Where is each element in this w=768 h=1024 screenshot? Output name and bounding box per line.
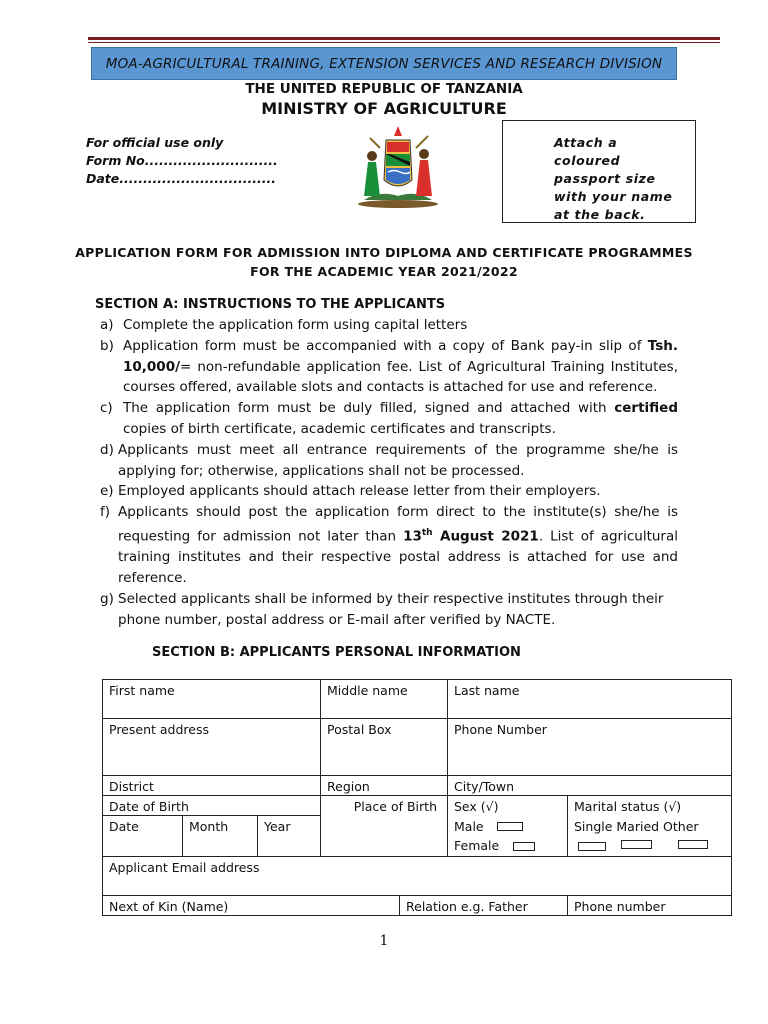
dob-year-label: Year (264, 819, 291, 834)
female-checkbox[interactable] (513, 842, 535, 851)
city-cell[interactable] (447, 775, 732, 796)
kin-phone-cell[interactable] (567, 895, 732, 916)
header-rule-thin (88, 42, 720, 43)
male-checkbox[interactable] (497, 822, 523, 831)
form-title-line-1: APPLICATION FORM FOR ADMISSION INTO DIPLOMA AND CERTIFICATE PROGRAMMES (75, 245, 693, 260)
last-name-label: Last name (454, 683, 520, 698)
dob-label: Date of Birth (109, 799, 189, 814)
list-item (95, 336, 678, 398)
list-item (95, 440, 678, 482)
item-text-part: = non-refundable application fee. List of Agricultural Training Institutes, courses offered, available slots and contacts is attached for use and reference. (123, 358, 678, 396)
header-rule-thick (88, 37, 720, 40)
form-number-field: Form No............................ (86, 153, 278, 168)
other-checkbox[interactable] (678, 840, 708, 849)
item-text-part: Applicants should post the application form direct to the institute(s) she/he is requesting for admission not later than (118, 504, 678, 545)
postal-box-cell[interactable] (320, 718, 448, 776)
item-text-bold: Tsh. 10,000/ (123, 337, 678, 375)
item-text (123, 398, 678, 440)
form-title (0, 243, 768, 281)
item-text-bold: August 2021 (432, 528, 539, 545)
place-of-birth-label: Place of Birth (353, 799, 437, 814)
item-text-sup: th (421, 527, 433, 538)
relation-cell[interactable] (399, 895, 568, 916)
item-text-part: The application form must be duly filled, signed and attached with (123, 400, 615, 417)
dob-date-cell[interactable] (102, 815, 183, 857)
item-text-bold: certified (614, 400, 678, 417)
middle-name-label: Middle name (327, 683, 408, 698)
item-label: a) (100, 317, 114, 333)
list-item (95, 502, 678, 589)
item-label: d) (100, 441, 114, 458)
instructions-list (95, 315, 678, 630)
list-item (95, 589, 678, 631)
item-label: b) (100, 337, 114, 354)
marital-options-label: Single Maried Other (574, 818, 699, 834)
dob-month-label: Month (189, 819, 229, 834)
item-label: g) (100, 590, 114, 607)
section-a-heading: SECTION A: INSTRUCTIONS TO THE APPLICANTS (95, 297, 446, 312)
item-text-bold: 13 (403, 528, 422, 545)
first-name-label: First name (109, 683, 175, 698)
item-text-part: . List of agricultural training institutes and their respective postal address is attached for use and reference. (118, 528, 679, 587)
last-name-cell[interactable] (447, 679, 732, 719)
city-label: City/Town (454, 779, 515, 794)
phone-number-label: Phone Number (454, 722, 547, 737)
email-label: Applicant Email address (109, 860, 260, 875)
division-text: MOA-AGRICULTURAL TRAINING, EXTENSION SERVICES AND RESEARCH DIVISION (105, 55, 663, 72)
next-of-kin-label: Next of Kin (Name) (109, 899, 229, 914)
item-label: c) (100, 400, 113, 417)
email-cell[interactable] (102, 856, 732, 896)
place-of-birth-cell[interactable] (320, 795, 448, 857)
kin-phone-label: Phone number (574, 899, 666, 914)
form-title-line-2: FOR THE ACADEMIC YEAR 2021/2022 (250, 264, 518, 279)
item-text-part: Application form must be accompanied with a copy of Bank pay-in slip of (123, 337, 648, 354)
marital-label: Marital status (√) (574, 799, 682, 814)
region-label: Region (327, 779, 370, 794)
item-text (123, 336, 678, 398)
item-text: Employed applicants should attach release letter from their employers. (118, 483, 601, 500)
item-label: f) (100, 504, 111, 521)
present-address-label: Present address (109, 722, 209, 737)
district-cell[interactable] (102, 775, 321, 796)
passport-photo-box: Attach a coloured passport size with your name at the back. (502, 120, 696, 223)
republic-heading: THE UNITED REPUBLIC OF TANZANIA (245, 81, 523, 97)
item-label: e) (100, 483, 114, 500)
item-text: Applicants must meet all entrance requirements of the programme she/he is applying for; otherwise, applications shall not be processed. (118, 441, 678, 479)
item-text (118, 502, 678, 589)
ministry-heading: MINISTRY OF AGRICULTURE (261, 99, 507, 118)
district-label: District (109, 779, 154, 794)
sex-label: Sex (√) (454, 799, 499, 814)
dob-month-cell[interactable] (182, 815, 258, 857)
item-text: Complete the application form using capital letters (123, 317, 468, 333)
single-checkbox[interactable] (578, 842, 606, 851)
division-banner (91, 47, 677, 80)
male-label: Male (454, 818, 484, 834)
first-name-cell[interactable] (102, 679, 321, 719)
date-field: Date................................. (86, 171, 276, 186)
married-checkbox[interactable] (621, 840, 652, 849)
page-number: 1 (379, 933, 389, 949)
phone-number-cell[interactable] (447, 718, 732, 776)
middle-name-cell[interactable] (320, 679, 448, 719)
coat-of-arms-icon (350, 120, 446, 210)
female-label: Female (454, 838, 500, 853)
dob-header-cell (102, 795, 321, 816)
list-item (95, 481, 678, 502)
list-item (95, 398, 678, 440)
official-use-label: For official use only (86, 135, 224, 150)
section-b-heading: SECTION B: APPLICANTS PERSONAL INFORMATION (152, 645, 521, 660)
official-use-block (86, 134, 278, 188)
relation-label: Relation e.g. Father (406, 899, 528, 914)
next-of-kin-cell[interactable] (102, 895, 400, 916)
item-text: Selected applicants shall be informed by their respective institutes through their phone number, postal address or E-mail after verified by NACTE. (118, 590, 664, 628)
postal-box-label: Postal Box (327, 722, 392, 737)
dob-year-cell[interactable] (257, 815, 321, 857)
item-text-part: copies of birth certificate, academic certificates and transcripts. (123, 420, 556, 437)
dob-date-label: Date (109, 819, 139, 834)
present-address-cell[interactable] (102, 718, 321, 776)
region-cell[interactable] (320, 775, 448, 796)
list-item (95, 315, 678, 336)
